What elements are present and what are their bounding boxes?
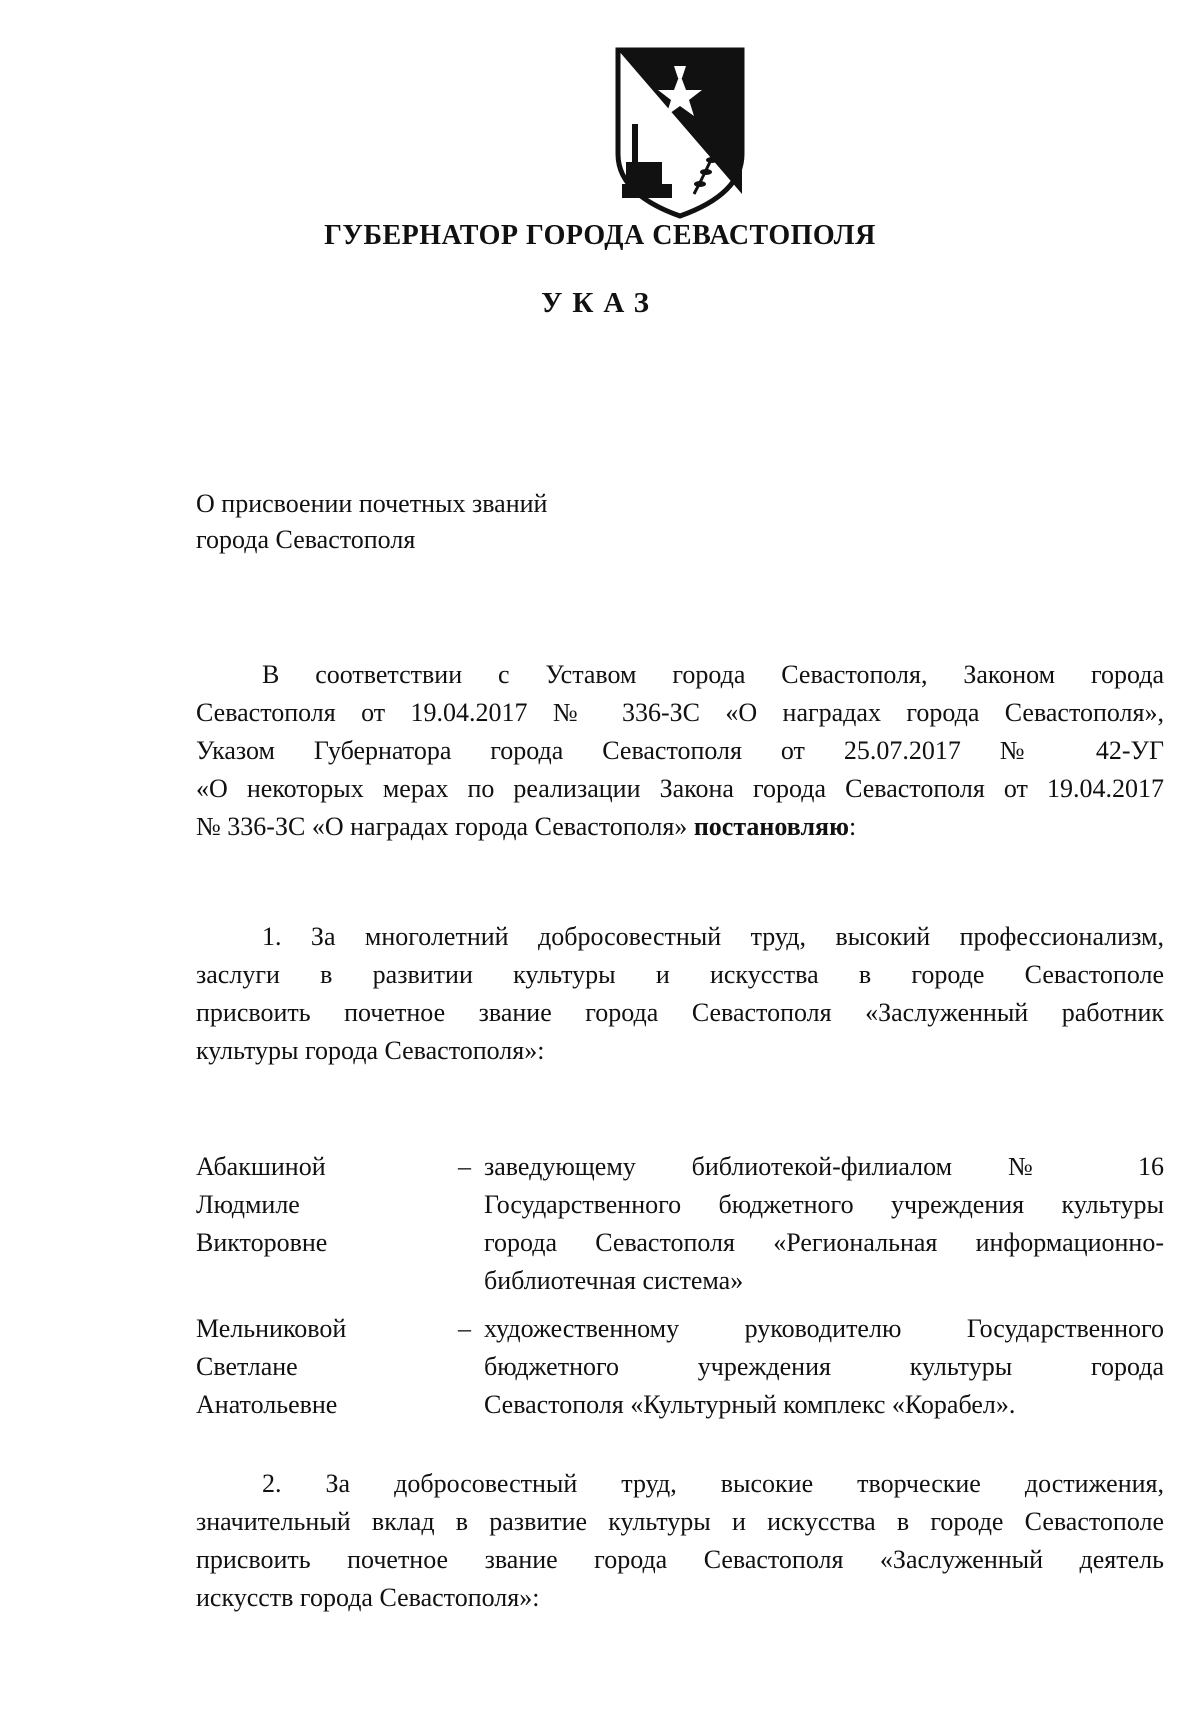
item-line: культуры города Севастополя»:: [196, 1036, 545, 1065]
position-line: художественному руководителю Государственного: [484, 1314, 1164, 1343]
name-part: Людмиле: [196, 1190, 300, 1219]
subject-line: О присвоении почетных званий: [196, 489, 548, 518]
decree-item-2: [196, 1465, 1164, 1617]
name-part: Анатольевне: [196, 1390, 338, 1419]
dash-separator: –: [458, 1152, 471, 1181]
preamble-line: «О некоторых мерах по реализации Закона города Севастополя от 19.04.2017: [196, 774, 1164, 803]
name-part: Светлане: [196, 1352, 298, 1381]
dash-separator: –: [458, 1314, 471, 1343]
awardee-position: [484, 1310, 1164, 1424]
item-line: заслуги в развитии культуры и искусства в городе Севастополе: [196, 960, 1164, 989]
decree-colon: :: [848, 812, 857, 841]
issuing-authority: ГУБЕРНАТОР ГОРОДА СЕВАСТОПОЛЯ: [324, 220, 876, 251]
preamble-last-line: [196, 808, 1164, 846]
preamble-line: № 336-ЗС «О наградах города Севастополя»: [196, 812, 688, 841]
name-part: Абакшиной: [196, 1152, 326, 1181]
preamble-line: Указом Губернатора города Севастополя от 25.07.2017 № 42-УГ: [196, 736, 1164, 765]
position-line: Государственного бюджетного учреждения культуры: [484, 1190, 1164, 1219]
item-line: 2. За добросовестный труд, высокие творческие достижения,: [262, 1469, 1164, 1498]
position-line: заведующему библиотекой-филиалом № 16: [484, 1152, 1164, 1181]
item-line: присвоить почетное звание города Севастополя «Заслуженный деятель: [196, 1545, 1164, 1574]
sevastopol-coat-of-arms-icon: [610, 44, 750, 219]
position-line: бюджетного учреждения культуры города: [484, 1352, 1164, 1381]
preamble-paragraph: [196, 656, 1164, 846]
position-line: Севастополя «Культурный комплекс «Корабел».: [484, 1390, 1016, 1419]
decree-item-1: [196, 918, 1164, 1070]
item-line: присвоить почетное звание города Севастополя «Заслуженный работник: [196, 998, 1164, 1027]
awardee-list: [196, 1148, 1164, 1434]
item-line: искусств города Севастополя»:: [196, 1583, 540, 1612]
decree-word: постановляю: [693, 812, 849, 841]
position-line: библиотечная система»: [484, 1266, 744, 1295]
item-line: 1. За многолетний добросовестный труд, высокий профессионализм,: [262, 922, 1164, 951]
item-line: значительный вклад в развитие культуры и искусства в городе Севастополе: [196, 1507, 1164, 1536]
position-line: города Севастополя «Региональная информационно-: [484, 1228, 1164, 1257]
document-type: УКАЗ: [541, 287, 659, 319]
name-part: Викторовне: [196, 1228, 328, 1257]
awardee-entry: [196, 1310, 1164, 1424]
preamble-line: В соответствии с Уставом города Севастополя, Законом города: [262, 660, 1164, 689]
awardee-name: [196, 1148, 458, 1300]
preamble-line: Севастополя от 19.04.2017 № 336-ЗС «О наградах города Севастополя»,: [196, 698, 1164, 727]
name-part: Мельниковой: [196, 1314, 347, 1343]
subject-line: города Севастополя: [196, 525, 416, 554]
awardee-entry: [196, 1148, 1164, 1300]
decree-subject: [196, 486, 547, 558]
awardee-name: [196, 1310, 458, 1424]
awardee-position: [484, 1148, 1164, 1300]
